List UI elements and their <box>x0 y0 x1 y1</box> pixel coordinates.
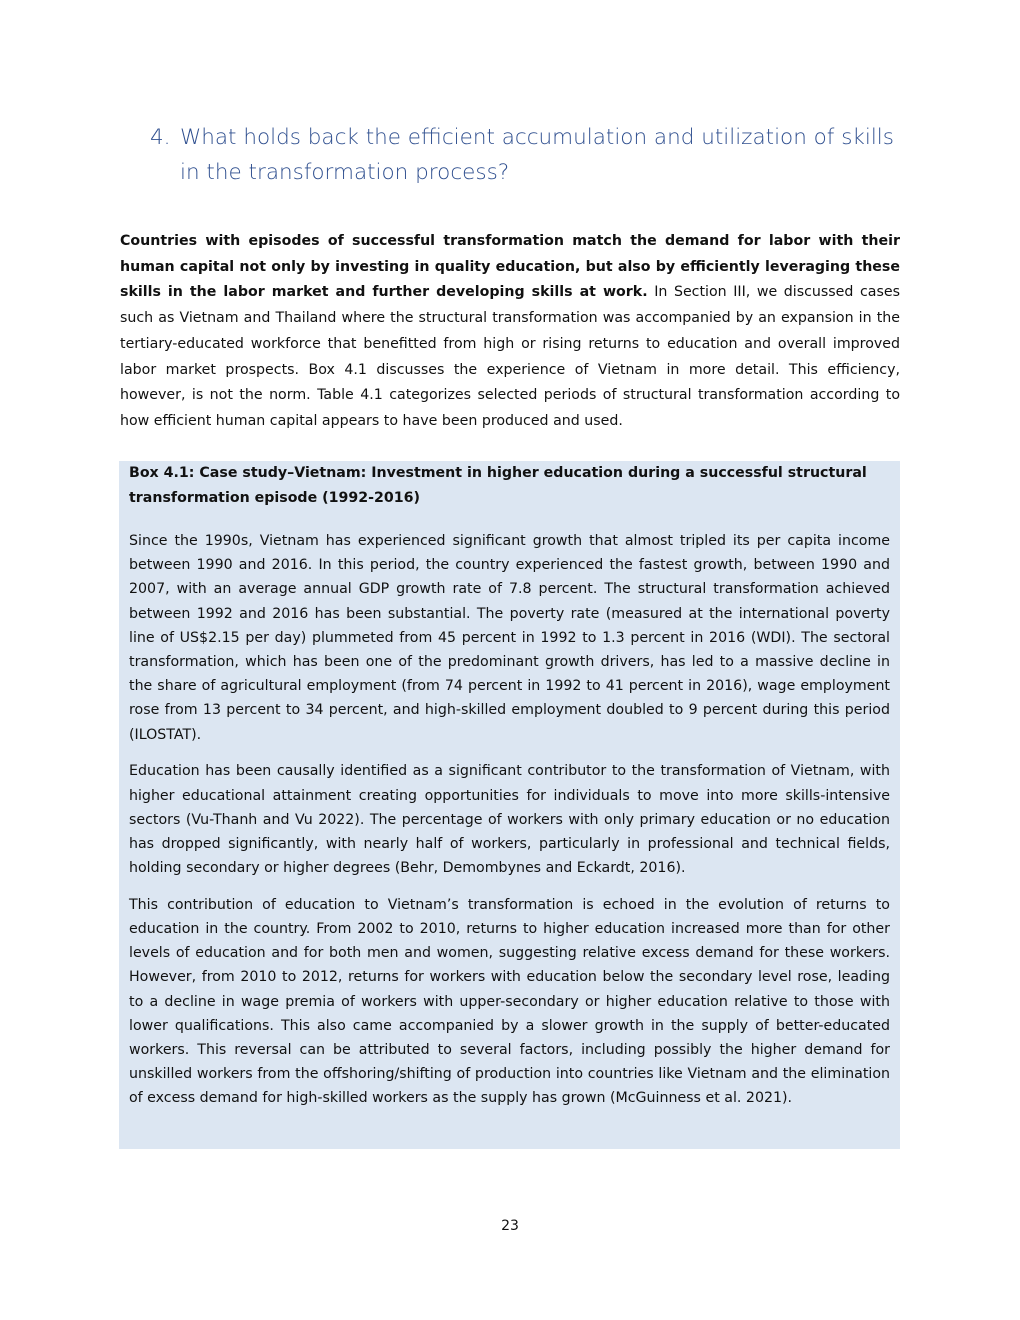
intro-lead-bold: Countries with episodes of successful transformation match the demand for labor with their human capital not only by investing in quality education, but also by efficiently leveraging these skills in the labor market and further developing skills at work. <box>120 233 900 301</box>
box-paragraph-3: This contribution of education to Vietnam’s transformation is echoed in the evolution of returns to education in the country. From 2002 to 2010, returns to higher education increased more than for other levels of education and for both men and women, suggesting relative excess demand for these workers. However, from 2010 to 2012, returns for workers with education below the secondary level rose, leading to a decline in wage premia of workers with upper-secondary or higher education relative to those with lower qualifications. This also came accompanied by a slower growth in the supply of better-educated workers. This reversal can be attributed to several factors, including possibly the higher demand for unskilled workers from the offshoring/shifting of production into countries like Vietnam and the elimination of excess demand for high-skilled workers as the supply has grown (McGuinness et al. 2021). <box>129 896 890 1107</box>
box-body <box>129 529 890 1123</box>
box-paragraph-2: Education has been causally identified as a significant contributor to the transformation of Vietnam, with higher educational attainment creating opportunities for individuals to move into more skills-intensive sectors (Vu-Thanh and Vu 2022). The percentage of workers with only primary education or no education has dropped significantly, with nearly half of workers, particularly in professional and technical fields, holding secondary or higher degrees (Behr, Demombynes and Eckardt, 2016). <box>129 763 890 877</box>
page-number: 23 <box>501 1218 519 1234</box>
case-study-box <box>119 461 900 1149</box>
section-heading <box>150 120 910 190</box>
intro-paragraph <box>120 229 900 435</box>
section-title: What holds back the efficient accumulation and utilization of skills in the transformation process? <box>180 125 894 185</box>
box-paragraph-1: Since the 1990s, Vietnam has experienced significant growth that almost tripled its per capita income between 1990 and 2016. In this period, the country experienced the fastest growth, between 1990 and 2007, with an average annual GDP growth rate of 7.8 percent. The structural transformation achieved between 1992 and 2016 has been substantial. The poverty rate (measured at the international poverty line of US$2.15 per day) plummeted from 45 percent in 1992 to 1.3 percent in 2016 (WDI). The sectoral transformation, which has been one of the predominant growth drivers, has led to a massive decline in the share of agricultural employment (from 74 percent in 1992 to 41 percent in 2016), wage employment rose from 13 percent to 34 percent, and high-skilled employment doubled to 9 percent during this period (ILOSTAT). <box>129 533 890 743</box>
section-number: 4. <box>150 125 171 150</box>
intro-body: In Section III, we discussed cases such as Vietnam and Thailand where the structural transformation was accompanied by an expansion in the tertiary-educated workforce that benefitted from high or rising returns to education and overall improved labor market prospects. Box 4.1 discusses the experience of Vietnam in more detail. This efficiency, however, is not the norm. Table 4.1 categorizes selected periods of structural transformation according to how efficient human capital appears to have been produced and used. <box>120 284 900 429</box>
box-title: Box 4.1: Case study–Vietnam: Investment in higher education during a successful structural transformation episode (1992-2016) <box>129 465 867 506</box>
